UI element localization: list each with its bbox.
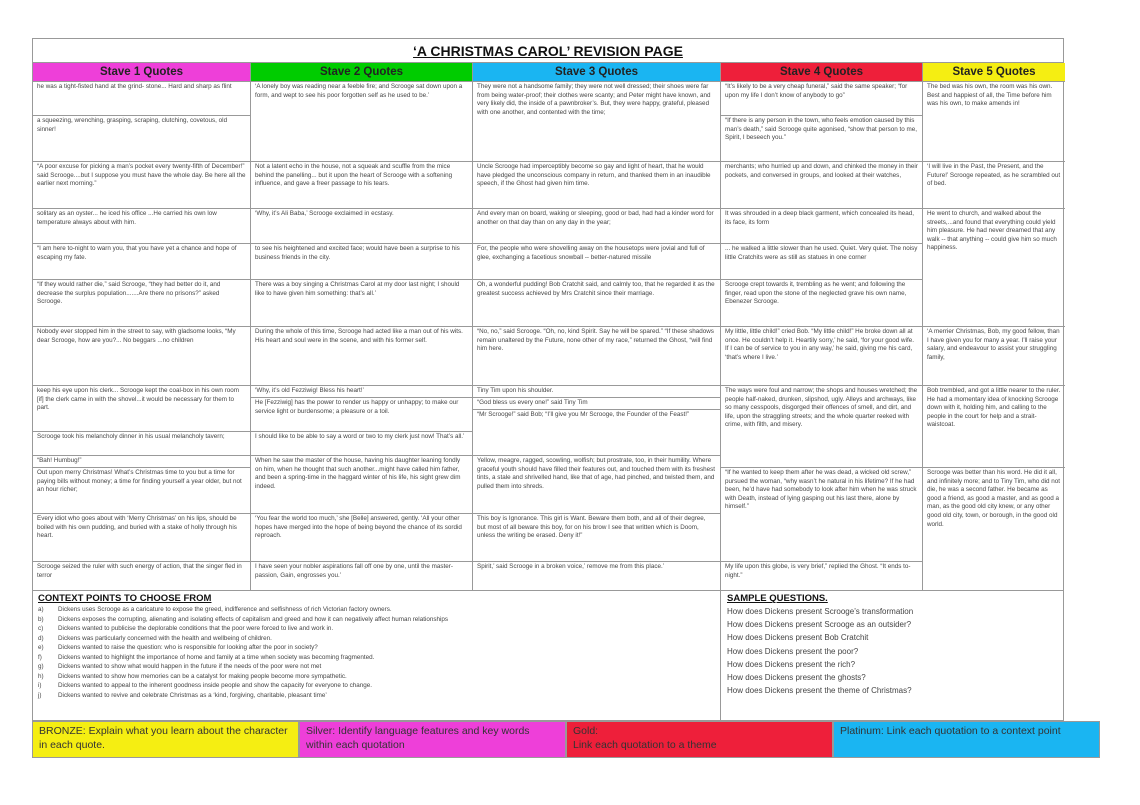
quote-cell: ‘Why, it’s old Fezziwig! Bless his heart!’ bbox=[251, 386, 472, 398]
quote-cell: ‘Why, it’s Ali Baba,’ Scrooge exclaimed in ecstasy. bbox=[251, 209, 472, 244]
quote-cell: “Bah! Humbug!” bbox=[33, 456, 250, 468]
quote-cell: And every man on board, waking or sleeping, good or bad, had had a kinder word for another on that day than on any day in the year; bbox=[473, 209, 720, 244]
context-points bbox=[33, 591, 721, 723]
sample-question: How does Dickens present Scrooge as an outsider? bbox=[727, 620, 912, 630]
silver-task: Silver: Identify language features and key words within each quotation bbox=[299, 721, 566, 758]
quote-cell: I should like to be able to say a word or two to my clerk just now! That’s all.’ bbox=[251, 432, 472, 456]
stave-3-quotes bbox=[473, 82, 721, 590]
gold-task-label: Gold: bbox=[573, 725, 599, 737]
context-text: Dickens wanted to highlight the importance of home and family at a time when society was becoming fragmented. bbox=[58, 653, 375, 661]
gold-task bbox=[566, 721, 833, 758]
quote-cell: Nobody ever stopped him in the street to say, with gladsome looks, “My dear Scrooge, how are you?... No beggars ...no children bbox=[33, 327, 250, 386]
quote-cell: Not a latent echo in the house, not a squeak and scuffle from the mice behind the panelling... but it upon the heart of Scrooge with a softening influence, and gave a freer passage to his tears. bbox=[251, 162, 472, 209]
sample-question: How does Dickens present the theme of Christmas? bbox=[727, 686, 912, 696]
quote-cell: “If they would rather die,” said Scrooge, “they had better do it, and decrease the surplus population.......Are there no prisons?” asked Scrooge. bbox=[33, 280, 250, 327]
context-letter: g) bbox=[38, 663, 44, 670]
sample-question: How does Dickens present the ghosts? bbox=[727, 673, 866, 683]
quote-cell: ‘You fear the world too much,’ she [Belle] answered, gently. ‘All your other hopes have merged into the hope of being beyond the chance of its sordid reproach. bbox=[251, 514, 472, 562]
quote-cell: “It’s likely to be a very cheap funeral,” said the same speaker; “for upon my life I don’t know of anybody to go” bbox=[721, 82, 922, 116]
quote-cell: “If he wanted to keep them after he was dead, a wicked old screw,” pursued the woman, “why wasn’t he natural in his lifetime? If he had been, he’d have had somebody to look after him when he was struck with Death, instead of lying gasping out his last there, alone by himself.” bbox=[721, 468, 922, 562]
quote-cell: Tiny Tim upon his shoulder. bbox=[473, 386, 720, 398]
quote-cell: During the whole of this time, Scrooge had acted like a man out of his wits. His heart and soul were in the scene, and with his former self. bbox=[251, 327, 472, 386]
quote-cell: The bed was his own, the room was his own. Best and happiest of all, the Time before him was his own, to make amends in! bbox=[923, 82, 1065, 162]
sample-question: How does Dickens present the poor? bbox=[727, 646, 859, 656]
quote-cell: ... he walked a little slower than he used. Quiet. Very quiet. The noisy little Cratchits were as still as statues in one corner bbox=[721, 244, 922, 280]
quote-cell: Bob trembled, and got a little nearer to the ruler. He had a momentary idea of knocking Scrooge down with it, holding him, and calling to the people in the court for help and a strait-waistcoat. bbox=[923, 386, 1065, 468]
quote-cell: “No, no,” said Scrooge. “Oh, no, kind Spirit. Say he will be spared.” “If these shadows remain unaltered by the Future, none other of my race,” returned the Ghost, “will find him here. bbox=[473, 327, 720, 386]
context-item bbox=[38, 634, 715, 644]
quote-cell: “If there is any person in the town, who feels emotion caused by this man’s death,” said Scrooge quite agonised, “show that person to me, Spirit, I beseech you.” bbox=[721, 116, 922, 162]
quote-cell: ‘A merrier Christmas, Bob, my good fellow, than I have given you for many a year. I’ll raise your salary, and endeavour to assist your struggling family, bbox=[923, 327, 1065, 386]
quote-cell: “A poor excuse for picking a man’s pocket every twenty-fifth of December!” said Scrooge....but I suppose you must have the whole day. Be here all the earlier next morning.” bbox=[33, 162, 250, 209]
quote-cell: There was a boy singing a Christmas Carol at my door last night; I should like to have given him something: that’s all.’ bbox=[251, 280, 472, 327]
context-text: Dickens wanted to show how memories can be a catalyst for making people become more sympathetic. bbox=[58, 672, 347, 680]
context-item bbox=[38, 615, 715, 625]
context-letter: f) bbox=[38, 653, 42, 661]
context-item bbox=[38, 681, 715, 691]
context-item bbox=[38, 672, 715, 682]
page-title: ‘A CHRISTMAS CAROL’ REVISION PAGE bbox=[33, 39, 1063, 63]
context-list bbox=[38, 605, 715, 700]
sample-title: SAMPLE QUESTIONS. bbox=[727, 593, 828, 604]
sample-question: How does Dickens present the rich? bbox=[727, 659, 856, 669]
quote-cell: My life upon this globe, is very brief,” replied the Ghost. “It ends to-night.” bbox=[725, 563, 911, 579]
quote-cell: It was shrouded in a deep black garment, which concealed its head, its face, its form bbox=[721, 209, 922, 244]
stave-4-quotes bbox=[721, 82, 923, 590]
quote-cell: Yellow, meagre, ragged, scowling, wolfish; but prostrate, too, in their humility. Where graceful youth should have filled their features out, and touched them with its freshest tints, a stale and shrivelled hand, like that of age, had pinched, and twisted them, and pulled them into shreds. bbox=[473, 456, 720, 514]
quote-cell: “I am here to-night to warn you, that you have yet a chance and hope of escaping my fate. bbox=[33, 244, 250, 280]
context-letter: a) bbox=[38, 606, 44, 613]
context-letter: h) bbox=[38, 672, 44, 680]
context-item bbox=[38, 643, 715, 653]
context-letter: d) bbox=[38, 634, 44, 642]
context-title: CONTEXT POINTS TO CHOOSE FROM bbox=[38, 593, 212, 604]
context-letter: c) bbox=[38, 625, 44, 632]
context-text: Dickens wanted to appeal to the inherent goodness inside people and show the capacity for everyone to change. bbox=[58, 682, 373, 689]
quote-cell: ‘I will live in the Past, the Present, and the Future!’ Scrooge repeated, as he scrambled out of bed. bbox=[923, 162, 1065, 209]
context-letter: i) bbox=[38, 682, 42, 689]
question-list bbox=[727, 605, 1057, 697]
context-letter: b) bbox=[38, 615, 44, 623]
quote-cell: Spirit,’ said Scrooge in a broken voice,’ remove me from this place.’ bbox=[477, 563, 665, 570]
context-text: Dickens wanted to show what would happen in the future if the needs of the poor were not met bbox=[58, 663, 322, 670]
quote-cell: “Mr Scrooge!” said Bob; “I’ll give you Mr Scrooge, the Founder of the Feast!” bbox=[473, 410, 720, 456]
quote-cell: merchants; who hurried up and down, and chinked the money in their pockets, and conversed in groups, and looked at their watches, bbox=[721, 162, 922, 209]
stave-5-header: Stave 5 Quotes bbox=[923, 63, 1065, 82]
quote-cell: a squeezing, wrenching, grasping, scraping, clutching, covetous, old sinner! bbox=[33, 116, 250, 162]
context-text: Dickens wanted to publicise the deplorable conditions that the poor were forced to live and work in. bbox=[58, 625, 334, 632]
quote-cell: ‘A lonely boy was reading near a feeble fire; and Scrooge sat down upon a form, and wept to see his poor forgotten self as he used to be.’ bbox=[251, 82, 472, 162]
stave-1-quotes bbox=[33, 82, 251, 590]
context-text: Dickens uses Scrooge as a caricature to expose the greed, indifference and selfishness of rich Victorian factory owners. bbox=[58, 606, 392, 613]
stave-4-header: Stave 4 Quotes bbox=[721, 63, 923, 82]
context-text: Dickens was particularly concerned with the health and wellbeing of children. bbox=[58, 634, 272, 642]
stave-2-header: Stave 2 Quotes bbox=[251, 63, 473, 82]
quote-cell: The ways were foul and narrow; the shops and houses wretched; the people half-naked, drunken, slipshod, ugly. Alleys and archways, like so many cesspools, disgorged their offences of smell, and dirt, and life, upon the straggling streets; and the whole quarter reeked with crime, with filth, and misery. bbox=[721, 386, 922, 468]
quote-cell: solitary as an oyster... he iced his office ...He carried his own low temperature always about with him. bbox=[33, 209, 250, 244]
quote-cell: I have seen your nobler aspirations fall off one by one, until the master-passion, Gain, engrosses you.’ bbox=[255, 563, 454, 579]
quote-cell: Scrooge was better than his word. He did it all, and infinitely more; and to Tiny Tim, who did not die, he was a second father. He became as good a friend, as good a master, and as good a man, as the good old city knew, or any other good old city, town, or borough, in the good old world. bbox=[927, 469, 1061, 528]
quote-cell: This boy is Ignorance. This girl is Want. Beware them both, and all of their degree, but most of all beware this boy, for on his brow I see that written which is Doom, unless the writing be erased. Deny it!” bbox=[473, 514, 720, 562]
context-item bbox=[38, 662, 715, 672]
revision-sheet bbox=[32, 38, 1064, 721]
quote-cell: “God bless us every one!” said Tiny Tim bbox=[473, 398, 720, 410]
quote-cell: He went to church, and walked about the streets,...and found that everything could yield him pleasure. He had never dreamed that any walk -- that anything -- could give him so much happiness. bbox=[923, 209, 1065, 327]
stave-5-quotes bbox=[923, 82, 1065, 590]
context-item bbox=[38, 653, 715, 663]
context-text: Dickens wanted to raise the question: who is responsible for looking after the poor in society? bbox=[58, 644, 318, 651]
stave-1-header: Stave 1 Quotes bbox=[33, 63, 251, 82]
stave-3-header: Stave 3 Quotes bbox=[473, 63, 721, 82]
bottom-section bbox=[33, 590, 1063, 722]
quote-cell: Scrooge seized the ruler with such energy of action, that the singer fled in terror bbox=[37, 563, 242, 579]
sample-question: How does Dickens present Scrooge’s transformation bbox=[727, 607, 914, 616]
quote-cell: My little, little child!” cried Bob. “My little child!” He broke down all at once. He couldn’t help it. Heartily sorry,’ he said, ‘for your good wife. If I can be of service to you in any way,’ he said, giving me his card, ‘that’s where I live.’ bbox=[721, 327, 922, 386]
context-item bbox=[38, 624, 715, 634]
quote-cell: Out upon merry Christmas! What’s Christmas time to you but a time for paying bills without money; a time for finding yourself a year older, but not an hour richer; bbox=[33, 468, 250, 514]
quote-cell: When he saw the master of the house, having his daughter leaning fondly on him, when he thought that such another...might have called him father, and been a spring-time in the haggard winter of his life, his sight grew dim indeed. bbox=[251, 456, 472, 514]
platinum-task: Platinum: Link each quotation to a context point bbox=[833, 721, 1100, 758]
quote-cell: to see his heightened and excited face; would have been a surprise to his business friends in the city. bbox=[251, 244, 472, 280]
bronze-task: BRONZE: Explain what you learn about the character in each quote. bbox=[32, 721, 299, 758]
context-item bbox=[38, 605, 715, 615]
context-text: Dickens wanted to revive and celebrate Christmas as a ‘kind, forgiving, charitable, pleasant time’ bbox=[58, 691, 327, 699]
quote-cell: Scrooge crept towards it, trembling as he went; and following the finger, read upon the stone of the neglected grave his own name, Ebenezer Scrooge. bbox=[721, 280, 922, 327]
sample-questions bbox=[721, 591, 1063, 723]
context-text: Dickens exposes the corrupting, alienating and isolating effects of capitalism and greed and how it can negatively affect human relationships bbox=[58, 615, 449, 623]
sample-question: How does Dickens present Bob Cratchit bbox=[727, 633, 869, 643]
quote-cell: Every idiot who goes about with ‘Merry Christmas’ on his lips, should be boiled with his own pudding, and buried with a stake of holly through his heart. bbox=[33, 514, 250, 562]
quote-cell: Uncle Scrooge had imperceptibly become so gay and light of heart, that he would have pledged the unconscious company in return, and thanked them in an inaudible speech, if the Ghost had given him time. bbox=[473, 162, 720, 209]
quote-cell: He [Fezziwig] has the power to render us happy or unhappy; to make our service light or burdensome; a pleasure or a toil. bbox=[251, 398, 472, 432]
quote-cell: Scrooge took his melancholy dinner in his usual melancholy tavern; bbox=[33, 432, 250, 456]
quote-cell: They were not a handsome family; they were not well dressed; their shoes were far from being water-proof; their clothes were scanty; and Peter might have known, and very likely did, the inside of a pawnbroker’s. But, they were happy, grateful, pleased with one another, and contented with the time; bbox=[473, 82, 720, 162]
quote-cell: For, the people who were shovelling away on the housetops were jovial and full of glee, exchanging a facetious snowball -- better-natured missile bbox=[473, 244, 720, 280]
context-item bbox=[38, 691, 715, 701]
quote-cell: Oh, a wonderful pudding! Bob Cratchit said, and calmly too, that he regarded it as the greatest success achieved by Mrs Cratchit since their marriage. bbox=[473, 280, 720, 327]
quote-cell: keep his eye upon his clerk... Scrooge kept the coal-box in his own room [if] the clerk came in with the shovel...it would be necessary for them to part. bbox=[33, 386, 250, 432]
quote-cell: he was a tight-fisted hand at the grind- stone... Hard and sharp as flint bbox=[33, 82, 250, 116]
context-letter: j) bbox=[38, 691, 42, 699]
context-letter: e) bbox=[38, 644, 44, 651]
gold-task-text: Link each quotation to a theme bbox=[573, 739, 717, 751]
stave-2-quotes bbox=[251, 82, 473, 590]
